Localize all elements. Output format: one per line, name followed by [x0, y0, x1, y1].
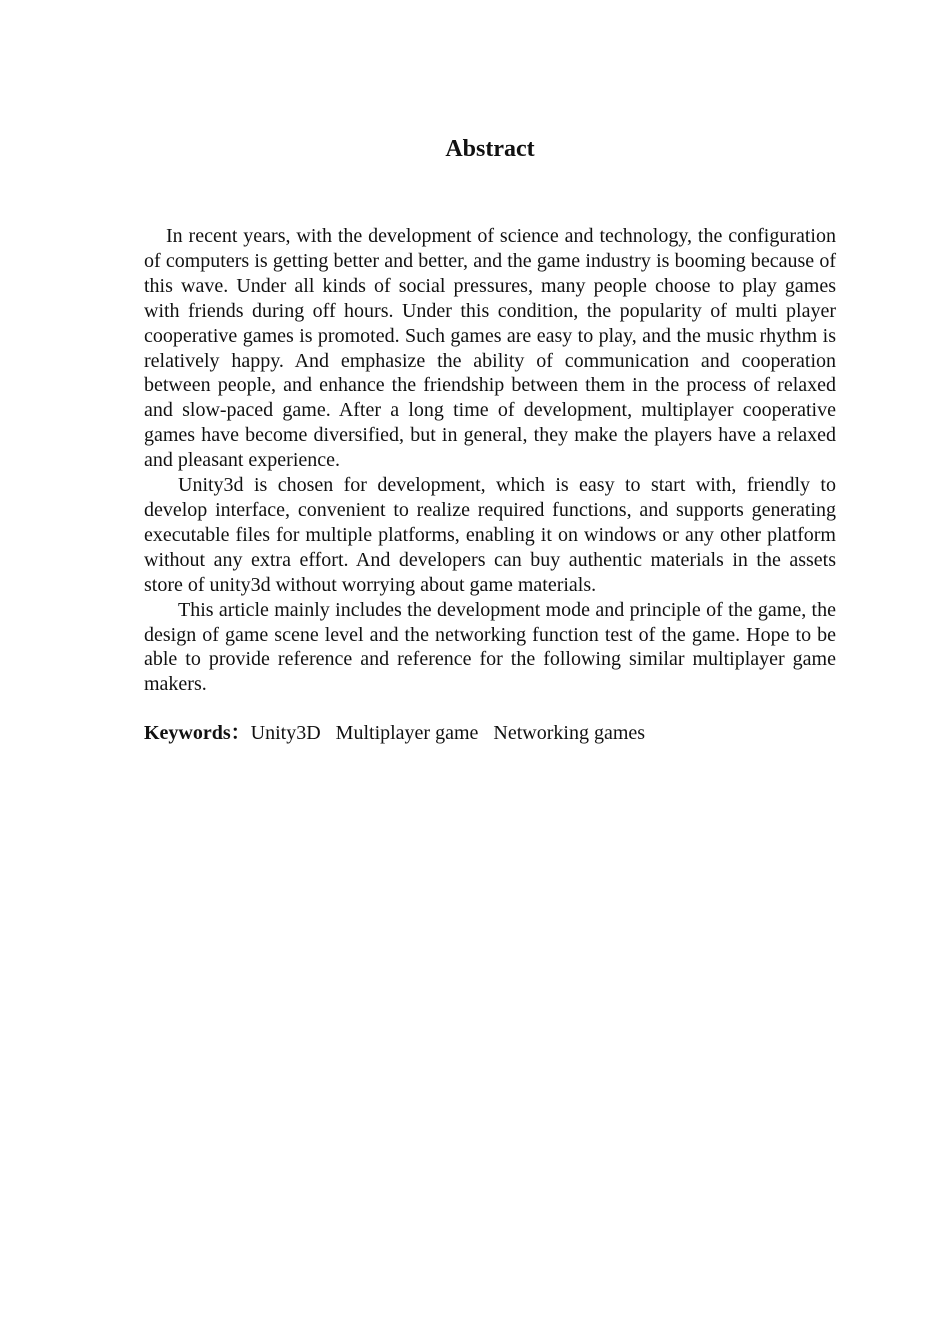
abstract-body	[144, 224, 836, 746]
abstract-paragraph-1: In recent years, with the development of science and technology, the configuration of computers is getting better and better, and the game industry is booming because of this wave. Under all kinds of social pressures, many people choose to play games with friends during off hours. Under this condition, the popularity of multi player cooperative games is promoted. Such games are easy to play, and the music rhythm is relatively happy. And emphasize the ability of communication and cooperation between people, and enhance the friendship between them in the process of relaxed and slow-paced game. After a long time of development, multiplayer cooperative games have become diversified, but in general, they make the players have a relaxed and pleasant experience.	[144, 225, 836, 472]
keyword-3: Networking games	[493, 722, 646, 745]
page-title: Abstract	[445, 136, 535, 162]
abstract-paragraph-2: Unity3d is chosen for development, which is easy to start with, friendly to develop interface, convenient to realize required functions, and supports generating executable files for multiple platforms, enabling it on windows or any other platform without any extra effort. And developers can buy authentic materials in the assets store of unity3d without worrying about game materials.	[144, 474, 836, 596]
keyword-1: Unity3D	[250, 722, 321, 745]
keywords-label: Keywords：	[144, 722, 251, 745]
abstract-paragraph-3: This article mainly includes the development mode and principle of the game, the design of game scene level and the networking function test of the game. Hope to be able to provide reference and reference for the following similar multiplayer game makers.	[144, 598, 836, 696]
keywords-line	[144, 721, 836, 746]
keyword-2: Multiplayer game	[335, 722, 479, 745]
